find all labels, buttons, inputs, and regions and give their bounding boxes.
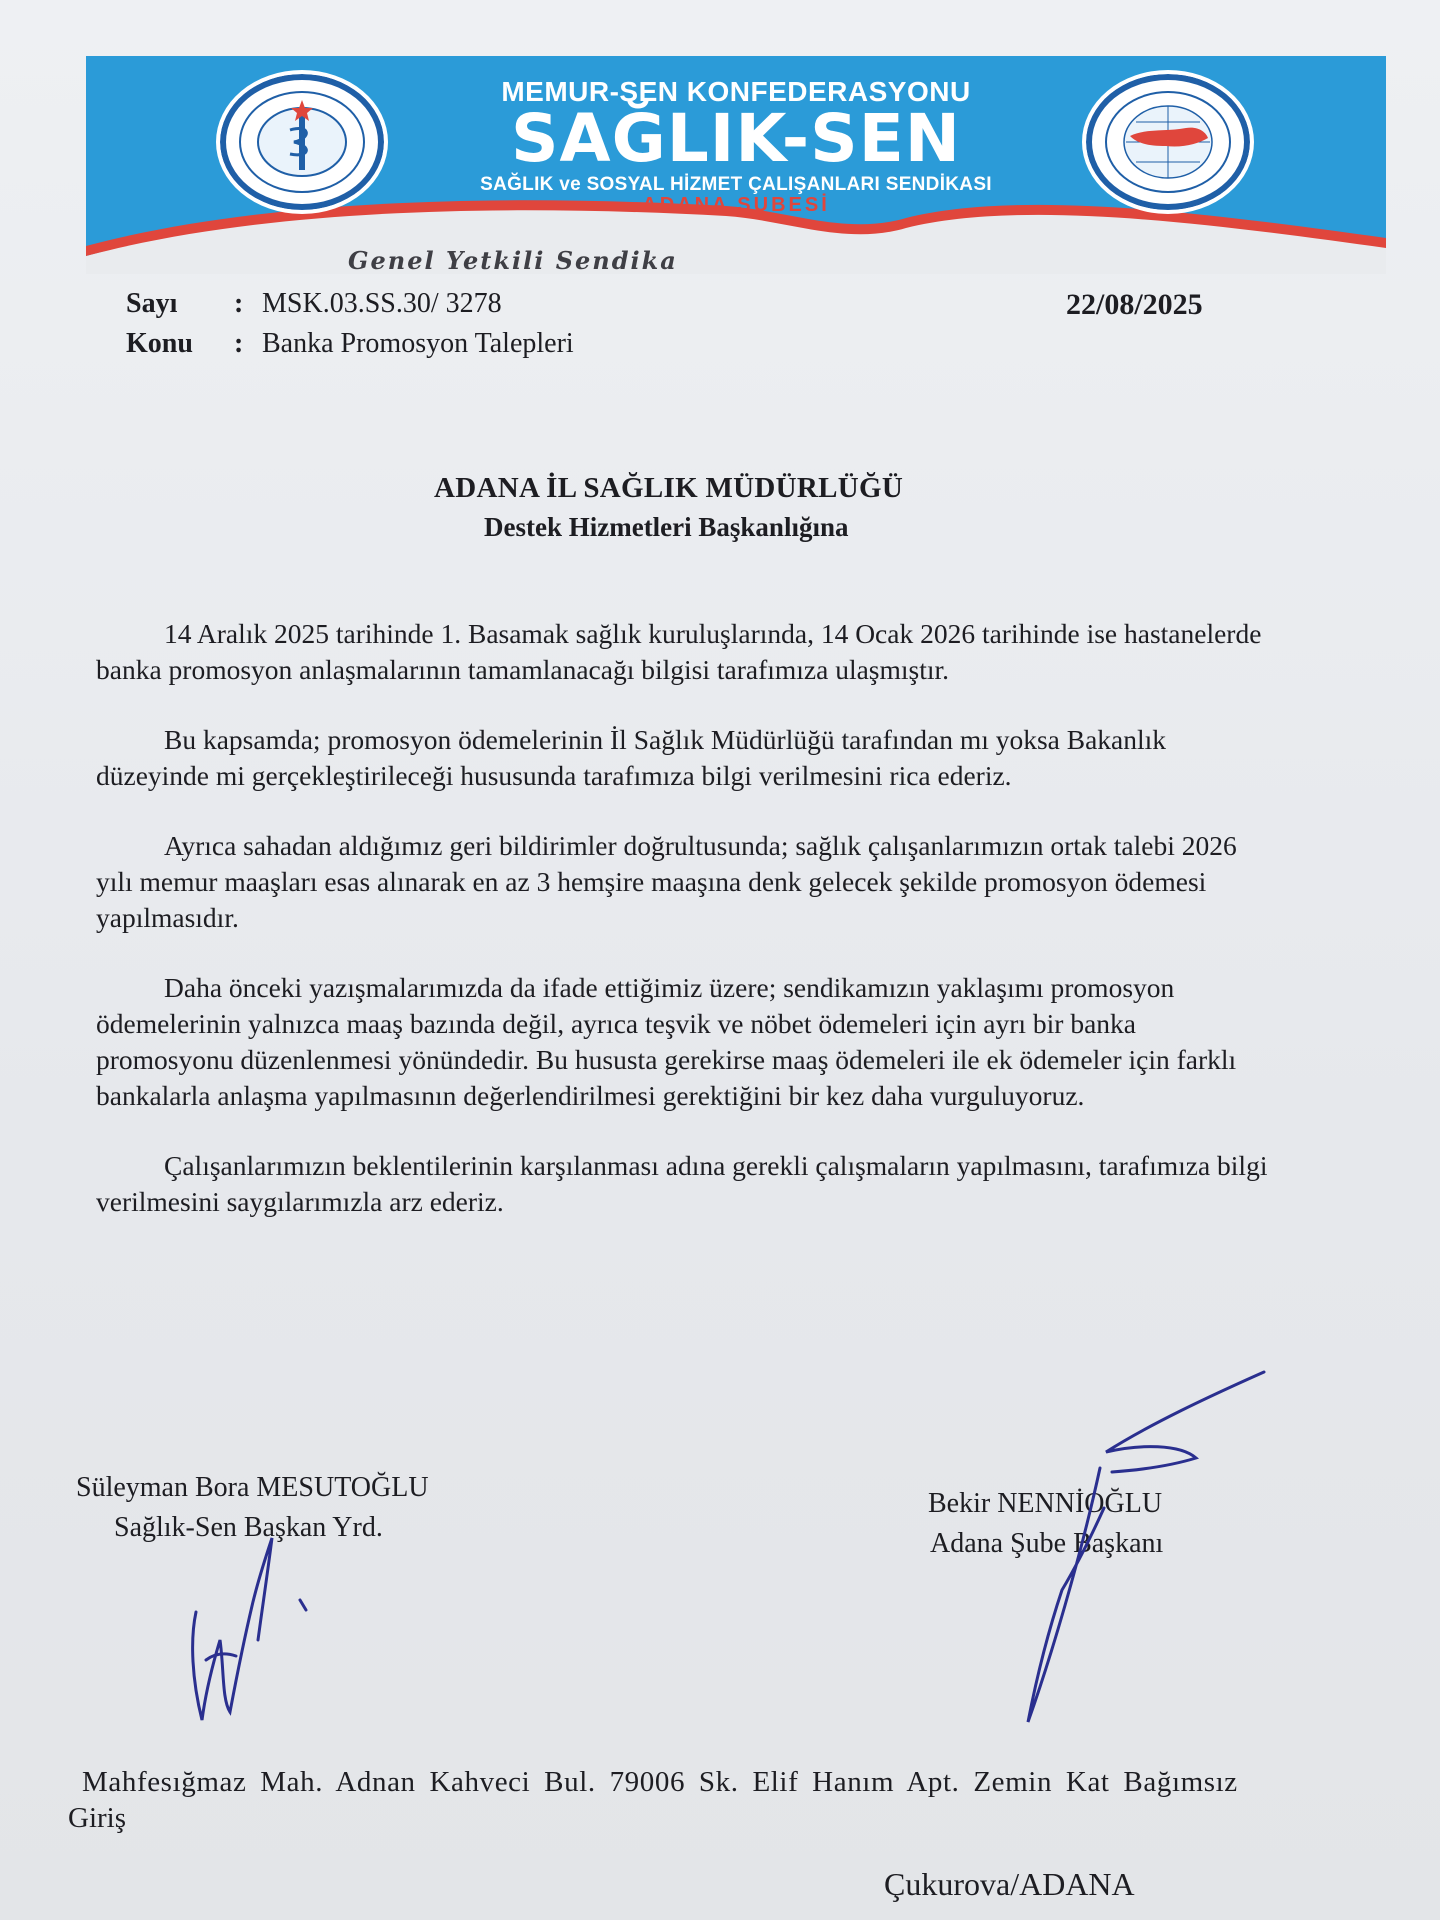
footer-address-line-1: Mahfesığmaz Mah. Adnan Kahveci Bul. 79006 Sk. Elif Hanım Apt. Zemin Kat Bağımsız xyxy=(82,1766,1238,1798)
subject-row: Konu : Banka Promosyon Talepleri xyxy=(126,328,574,359)
signature-1-scrawl xyxy=(193,1538,306,1720)
memur-sen-seal xyxy=(1082,70,1254,214)
signatory-2-title: Adana Şube Başkanı xyxy=(930,1528,1164,1559)
union-full-name: SAĞLIK ve SOSYAL HİZMET ÇALIŞANLARI SENDİKASI xyxy=(480,174,992,195)
reference-number-value: MSK.03.SS.30/ 3278 xyxy=(262,288,502,319)
reference-number-row: Sayı : MSK.03.SS.30/ 3278 xyxy=(126,288,502,319)
body-paragraph: Çalışanlarımızın beklentilerinin karşılanması adına gerekli çalışmaların yapılmasını, tarafımıza bilgi verilmesini saygılarımızla arz ederiz. xyxy=(96,1150,1268,1217)
confederation-name: MEMUR-SEN KONFEDERASYONU xyxy=(501,76,971,107)
signatory-1-title: Sağlık-Sen Başkan Yrd. xyxy=(114,1512,383,1543)
letterhead-banner xyxy=(86,56,1386,274)
branch-name: ADANA ŞUBESİ xyxy=(642,194,830,216)
signatory-2-name: Bekir NENNİOĞLU xyxy=(928,1488,1163,1519)
letter-date: 22/08/2025 xyxy=(1066,288,1203,321)
addressee-line-2: Destek Hizmetleri Başkanlığına xyxy=(484,512,849,542)
memur-sen-logo-icon xyxy=(1086,74,1250,210)
subject-value: Banka Promosyon Talepleri xyxy=(262,328,574,359)
body-paragraph: 14 Aralık 2025 tarihinde 1. Basamak sağlık kuruluşlarında, 14 Ocak 2026 tarihinde ise hastanelerde banka promosyon anlaşmalarının tamamlanacağı bilgisi tarafımıza ulaşmıştır. xyxy=(96,618,1262,685)
addressee-line-1: ADANA İL SAĞLIK MÜDÜRLÜĞÜ xyxy=(434,472,904,504)
body-paragraph: Ayrıca sahadan aldığımız geri bildirimler doğrultusunda; sağlık çalışanlarımızın ortak talebi 2026 yılı memur maaşları esas alınarak en az 3 hemşire maaşına denk gelecek şekilde promosyon ödemesi yapılmasıdır. xyxy=(96,830,1237,933)
reference-number-label: Sayı xyxy=(126,288,178,319)
subject-label: Konu xyxy=(126,328,193,359)
letter-body xyxy=(96,616,1280,1254)
body-paragraph: Daha önceki yazışmalarımızda da ifade ettiğimiz üzere; sendikamızın yaklaşımı promosyon ödemelerinin yalnızca maaş bazında değil, ayrıca teşvik ve nöbet ödemeleri için ayrı bir banka promosyonu düzenlenmesi yönündedir. Bu hususta gerekirse maaş ödemeleri ile ek ödemeler için farklı bankalarla anlaşma yapılmasının değerlendirilmesi gerektiğini bir kez daha vurguluyoruz. xyxy=(96,972,1237,1111)
footer-city: Çukurova/ADANA xyxy=(884,1866,1135,1902)
signatory-1-name: Süleyman Bora MESUTOĞLU xyxy=(76,1472,429,1503)
footer-address-line-2: Giriş xyxy=(68,1802,126,1834)
union-name: SAĞLIK-SEN xyxy=(510,100,962,177)
tagline: Genel Yetkili Sendika xyxy=(348,246,678,275)
body-paragraph: Bu kapsamda; promosyon ödemelerinin İl Sağlık Müdürlüğü tarafından mı yoksa Bakanlık düzeyinde mi gerçekleştirileceği hususunda tarafımıza bilgi verilmesini rica ederiz. xyxy=(96,724,1167,791)
